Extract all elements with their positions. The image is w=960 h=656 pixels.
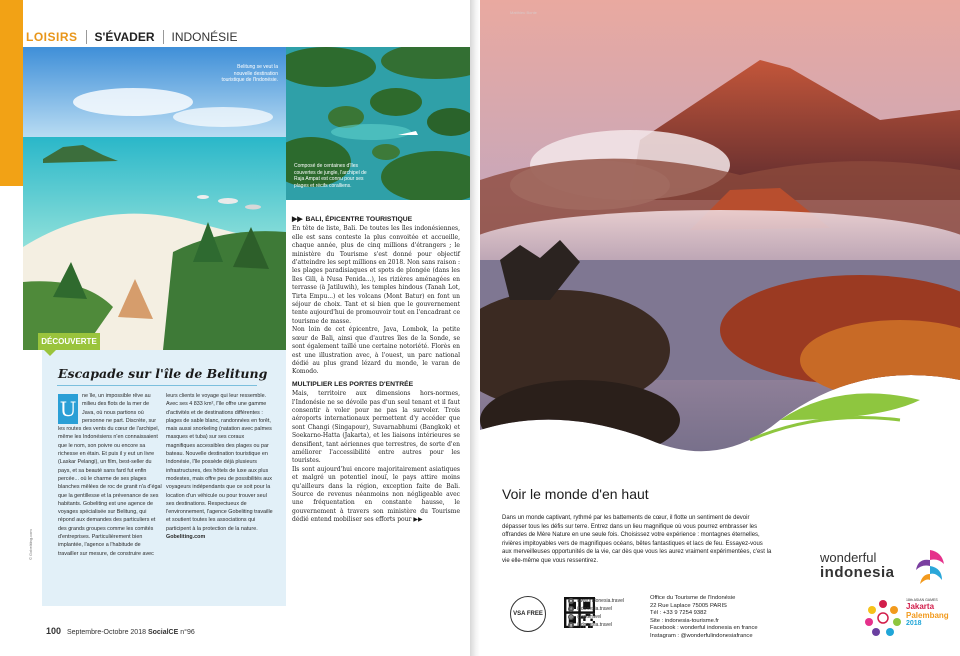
visa-free-badge: VSA FREE xyxy=(510,596,546,632)
right-page-advert xyxy=(480,0,960,656)
subsection-label: S'ÉVADER xyxy=(94,30,155,44)
article-paragraph: Non loin de cet épicentre, Java, Lombok, la petite sœur de Bali, ainsi que d'autres îles de la Sonde, se sont également taillé une certaine notoriété. Florès en est une illustration avec, à l'ouest, un parc national dédié au plus grand lézard du monde, le varan de Komodo. xyxy=(292,326,460,376)
contact-line[interactable]: Facebook : wonderful indonesia en france xyxy=(650,625,758,632)
asian-games-logo xyxy=(862,598,954,640)
drop-cap: U xyxy=(58,394,78,424)
beach-photo-caption: Belitung se veut la nouvelle destination touristique de l'Indonésie. xyxy=(221,64,278,83)
sidebar-text-1: ne île, un impossible rêve au milieu des flots de la mer de Java, où nous partions où personne ne part. Discrète, sur les routes des vents du cœur de l'archipel, même les Indonésiens n'en connaissaient que le nom, son poivre ou encore sa richesse en étain. Et puis il y eut un livre (Laskar Pelangi), un film, best-seller du pays, et sa beauté sans fard fut enfin percée... où le charme de ses plages blanches mêlées de roc de granit n'a d'égal que la gentillesse et la prévenance de ses habitants. Gobeliting est une agence de voyages spécialisée sur Belitung, qui répond aux demandes des particuliers et des grands groupes comme les comités d'entreprises. Particulièrement bien implantée, l'agence a l'habitude de travailler sur mesure, de construire avec xyxy=(58,393,162,557)
contact-line: Tél : +33 9 7254 9382 xyxy=(650,610,707,617)
page-header xyxy=(26,27,238,47)
tourism-office-contact xyxy=(650,595,758,641)
ad-title: Voir le monde d'en haut xyxy=(502,486,649,502)
photo-credit: © Gobeliting.com xyxy=(28,529,33,560)
asian-games-year: 2018 xyxy=(906,620,922,627)
sidebar-text-column-1 xyxy=(58,392,162,558)
continue-arrow-icon: ▶▶ xyxy=(413,517,423,524)
arrow-icon: ▶▶ xyxy=(292,216,303,223)
asian-games-emblem-icon xyxy=(864,598,902,638)
contact-line[interactable]: Site : indonesia-tourisme.fr xyxy=(650,617,719,624)
gobeliting-link[interactable]: Gobeliting.com xyxy=(166,534,206,541)
article-paragraph: Mais, territoire aux dimensions hors-normes, l'Indonésie ne se dévoile pas d'un seul tenant et il faut consentir à voler pour ne pas la survoler. Trois aéroports internationaux permettent d'y accéder que sont Changi (Singapour), Suvarnabhumi (Bangkok) et Soekarno-Hatta (Jakarta), et les liaisons intérieures se densifient, tant aériennes que terrestres, de sorte d'en améliorer l'accessibilité entre autres pour les touristes. xyxy=(292,390,460,465)
contact-line: Office du Tourisme de l'Indonésie xyxy=(650,595,736,601)
article-heading-portes: MULTIPLIER LES PORTES D'ENTRÉE xyxy=(292,380,414,388)
asian-games-edition: 18th ASIAN GAMES xyxy=(906,598,938,602)
logo-indonesia-text: indonesia xyxy=(820,564,895,581)
ad-body: Dans un monde captivant, rythmé par les battements de cœur, il flotte un sentiment de devoir dépasser tous les défis sur terre. Entrez dans un lieu magnifique où vous pourrez embrasser les offrandes de Mère Nature en une seule fois. Choisissez votre expérience : montagnes éternelles, rivières impitoyables vers de magnifiques océans, bêtes fantastiques et lacs de feu. Essayez-vous aux merveilleuses opportunités de la vie, car dès que vous les aurez vraiment expérimentées, c'est la vie elle-même que vous ressentirez. xyxy=(502,515,772,564)
left-page xyxy=(0,0,470,656)
topic-label: INDONÉSIE xyxy=(171,30,238,44)
article-paragraph: En tête de liste, Bali. De toutes les îles indonésiennes, elle est sans conteste la plus convoitée et accueille, chaque année, plus de cinq millions d'étrangers ; le ministère du Tourisme s'est donné pour objectif d'atteindre les sept millions en 2018. Non sans raison : les plages paradisiaques et spots de plongée (dans les îles Gili, à Nusa Penida...), les rizières aménagées en terrasse (à Jatiluwih), les temples hindous (Tanah Lot, Tirta Empu...) et les volcans (Mont Batur) en font un séjour de choix. Tant et si bien que le gouvernement tente aujourd'hui de promouvoir tout en l'encadrant ce tourisme de masse. xyxy=(292,225,460,325)
article-column xyxy=(292,216,460,525)
social-instagram[interactable]: @mdtravel xyxy=(577,614,602,620)
sidebar-text-column-2 xyxy=(166,392,274,541)
social-links xyxy=(568,597,624,629)
islands-photo-caption: Composé de centaines d'îles couvertes de jungle, l'archipel de Raja Ampat est connu pour ses plages et récifs coralliens. xyxy=(294,163,367,189)
googleplus-icon: g xyxy=(569,622,573,627)
header-divider xyxy=(163,30,164,44)
page-footer xyxy=(46,626,195,636)
instagram-icon: ◎ xyxy=(569,614,573,619)
garuda-emblem-icon xyxy=(912,546,948,586)
issue-date: Septembre-Octobre 2018 xyxy=(66,629,146,636)
social-web[interactable]: www.indonesia.travel xyxy=(577,598,624,604)
globe-icon: ● xyxy=(569,598,573,603)
asian-games-city-1: Jakarta xyxy=(906,602,935,611)
contact-line: 22 Rue Laplace 75005 PARIS xyxy=(650,602,727,609)
wonderful-indonesia-logo xyxy=(820,544,950,594)
section-color-tab xyxy=(0,0,23,186)
magazine-name: SocialCE xyxy=(147,629,179,636)
social-google[interactable]: indonesia.travel xyxy=(577,622,613,628)
sidebar-title-rule xyxy=(57,385,257,386)
article-heading-bali: ▶▶ BALI, ÉPICENTRE TOURISTIQUE xyxy=(292,216,413,223)
facebook-icon: f xyxy=(568,606,574,612)
contact-line[interactable]: Instagram : @wonderfulindonesiafrance xyxy=(650,632,753,639)
header-divider xyxy=(86,30,87,44)
belitung-beach-photo xyxy=(23,47,286,350)
bromo-volcano-photo xyxy=(480,0,960,480)
social-facebook[interactable]: indonesia.travel xyxy=(577,606,613,612)
asian-games-city-2: Palembang xyxy=(906,611,949,620)
sidebar-title: Escapade sur l'île de Belitung xyxy=(58,366,268,381)
issue-number: n°96 xyxy=(180,629,195,636)
article-paragraph: Ils sont aujourd'hui encore majoritairement asiatiques et malgré un potentiel inouï, le pays attire moins qu'ailleurs dans la région, exception faite de Bali. Source de revenus néanmoins non négligeable avec une fréquentation en constante hausse, le gouvernement à travers son ministère du Tourisme dédié entend mobiliser ses efforts pour ▶▶ xyxy=(292,465,460,524)
decouverte-sidebar xyxy=(42,350,286,606)
decouverte-tag: DÉCOUVERTE xyxy=(38,333,100,350)
ad-photo-credit: Matthieu Bonte xyxy=(510,10,537,15)
raja-ampat-photo xyxy=(286,47,470,200)
page-gutter xyxy=(470,0,480,656)
section-label: LOISIRS xyxy=(26,30,78,44)
page-number: 100 xyxy=(46,626,62,636)
logo-wonderful-text: wonderful xyxy=(820,550,877,565)
sidebar-text-2: leurs clients le voyage qui leur ressemble. Avec ses 4 833 km², l'île offre une gamme d'activités et de destinations différentes : plages de sable blanc, randonnées en forêt, mais aussi snorkeling (natation avec palmes masques et tuba) sur ses coraux magnifiques accessibles des plages ou par bateau. Nouvelle destination touristique en Indonésie, l'île possède déjà plusieurs infrastructures, des hôtels de luxe aux plus modestes, mais offre peu de possibilités aux voyageurs indépendants que ce soit pour la location d'un véhicule ou pour trouver seul ses destinations. Respectueux de l'environnement, l'agence Gobeliting travaille et soutient toutes les associations qui participent à la protection de la nature. xyxy=(166,393,273,532)
